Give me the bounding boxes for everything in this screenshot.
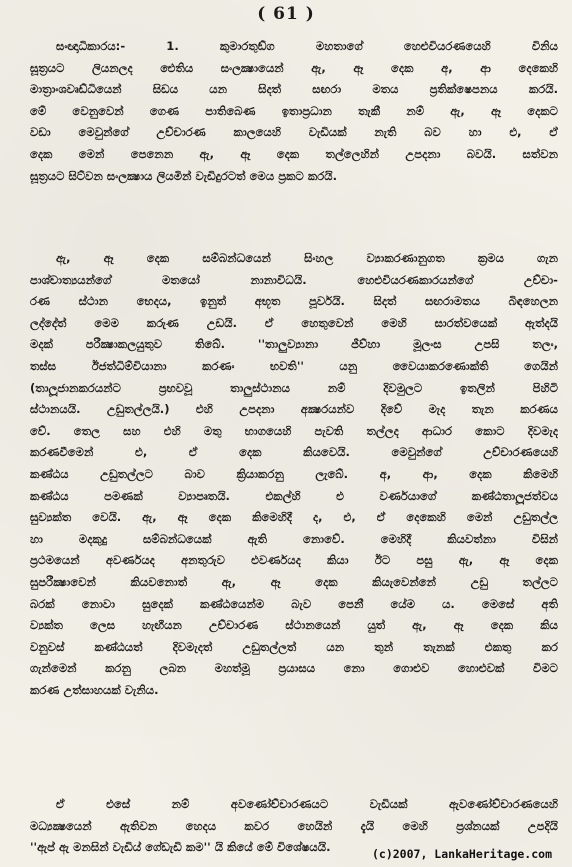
text-line: සූත්‍රයට සිට්වන සංලක්‍ෂාය ලියමින් වැඩිදුරටත් මෙය ප්‍රකට කරයි.	[30, 168, 338, 183]
text-line: වනුවස් කණ්ඨයත් දිවමැදත් උඩුතල්ලත් යන තුන් තැනක් එකතු කර	[30, 639, 558, 654]
text-line: වේ. තෙල සහ එහි මතු භාගයෙහි පැවති තල්ලද ආධාර කොට දිවමැද	[30, 423, 558, 438]
text-line: මේ වෙනුවෙන් ගෙණ පාතිබෙණ ඉතාප්‍රධාන තැකී නම් ඇ, ඈ දෙකට	[30, 103, 558, 118]
text-line: සුව්‍යක්ත වෙයි. ඇ, ඈ දෙක කිමෙහිදී ද, එ, ඒ දෙකෙහි මෙන් උඩුතල්ල	[30, 510, 558, 525]
text-line: ගැන්මෙන් කරනු ලබන මහත්මූ ප්‍රයාසය නො ගොළුව හොළුවක් විමට	[30, 661, 558, 676]
text-line: හා මදකුදු සම්බන්ධයෙක් ඇති නොවේ. මෙහිදී කියවත්නා විසින්	[30, 531, 558, 546]
copyright-watermark: (c)2007, LankaHeritage.com	[371, 847, 552, 861]
paragraph-1	[30, 36, 558, 187]
text-line: කරණවීමෙන් එ, ඒ දෙක කියවෙයි. මෙවුන්ගේ උච්චාරණයෙහි	[30, 445, 558, 460]
text-line: කණ්ඨය උඩුතල්ලට බාව ක්‍රියාකරනු ලැබේ. අ, ආ, දෙක කිමෙහි	[30, 466, 558, 481]
text-line: කණ්ඨය පමණක් ව්‍යාපෘතයි. එකල්හි එ වර්ණයාගේ කණ්ඨතාලූජත්වය	[30, 488, 558, 503]
text-line: ලද්දේත් මෙම කරුණ උඩයි. ඒ හෙතුවෙන් මෙහි සාරත්වයෙක් ඇත්දයි	[30, 315, 558, 330]
paragraph-2	[30, 248, 558, 701]
page-number: ( 61 )	[257, 4, 315, 24]
text-line: පාශ්චාත්‍යයන්ගේ මතයෝ නානාවිධයි. හෙළුවියරණකාරයන්ගේ උච්චා-	[30, 272, 558, 287]
text-line: ඇ, ඈ දෙක සම්බන්ධයෙන් සිංහල ව්‍යාකරණානුගත ක්‍රමය ගැන	[56, 251, 558, 265]
text-line: සූත්‍රයට ලියනලද ඓතිය සංලක්‍ෂායෙන් ඇ, ඈ දෙක අ, ආ දෙකෙහි	[30, 60, 558, 75]
text-line: ව්‍යක්ත ලෙස හැඟීයන උච්චාරණ ස්ථානයෙන් යුත් ඇ, ඈ දෙක කිය	[30, 618, 558, 633]
text-line: මදක් පරීක්‍ෂාකලයුතුව තිබේ. ''තාලුව්‍යානා ජීව්හා මූලංස උපසි තලං,	[30, 337, 558, 352]
text-line: මධ්‍යක්‍ෂයෙන් ඇතිවන හෙදය කවර හෙයින් දැයි මෙහි ප්‍රශ්නයක් උපදියි	[30, 818, 558, 833]
text-line: ප්‍රථමයෙන් අවර්ණයද අනතුරුව එවර්ණයද කියා ඊට පසු ඇ, ඈ දෙක	[30, 553, 558, 568]
text-line: රණ ස්ථාන භෙදය, ඉනුත් අභූත පූර්වයි. සිදත් සඟරාමතය බිඳහෙලන	[30, 294, 558, 309]
text-line: කරණ උත්සාහයක් වැනිය.	[30, 682, 159, 697]
text-line: වඩා මෙවුන්ගේ උච්චාරණ කාලයෙහි වැඩියක් නැති බව හා එ, ඒ	[30, 125, 558, 140]
text-line: මාත්‍රාංශවෘඩ්ධියෙන් සිඩය යන සිදත් සඟරා මතය ප්‍රතික්ෂෙපනය කරයි.	[30, 82, 558, 97]
text-line: දෙක මෙන් පෙනෙන ඇ, ඈ දෙක තල්ලෙහින් උපදනා බවයි. සත්වන	[30, 146, 558, 161]
text-line: ස්ථානයයි. උඩුතල්ලයි.) එහි උපදනා අක්‍ෂරයන්ව දිවේ මැද තැන කරණය	[30, 402, 558, 417]
text-line: තස්ස ඊජත්ධිම්වියානා කරණං භවති'' යනු වෛයාකරණොක්ති ගෙයින්	[30, 358, 558, 373]
text-line: බරක් නොවා සුදෙක් කණ්ඨයෙන්ම බැව පෙනී යේම ය. මෙසේ අති	[30, 596, 558, 611]
text-line: සුපරීක්‍ෂාවෙන් කියවනොත් ඇ, ඈ දෙක කියැවෙන්නේ උඩු තල්ලට	[30, 574, 558, 589]
text-line: (තාලූජානකරයන්ට ප්‍රභවවූ තාලුස්ථානය නම් දිවමුලට ඉතලින් පිහිටි	[30, 380, 558, 395]
text-line: ''ඇප් ඇ මනසින් වැඩිය් ගේඩැඩි කම'' යි කියේ මේ විශේෂයයි.	[30, 840, 331, 855]
text-line: සංඥාධිකාරය:- 1. කුමාරතුඞ්ග මහතාගේ හෙළුවියරණයෙහි විනිය	[56, 39, 558, 53]
text-line: ඒ එසේ නම් අවණෝච්චාරණයට වැඩියක් ඇවණෝච්චාරණයෙහි	[56, 797, 558, 811]
